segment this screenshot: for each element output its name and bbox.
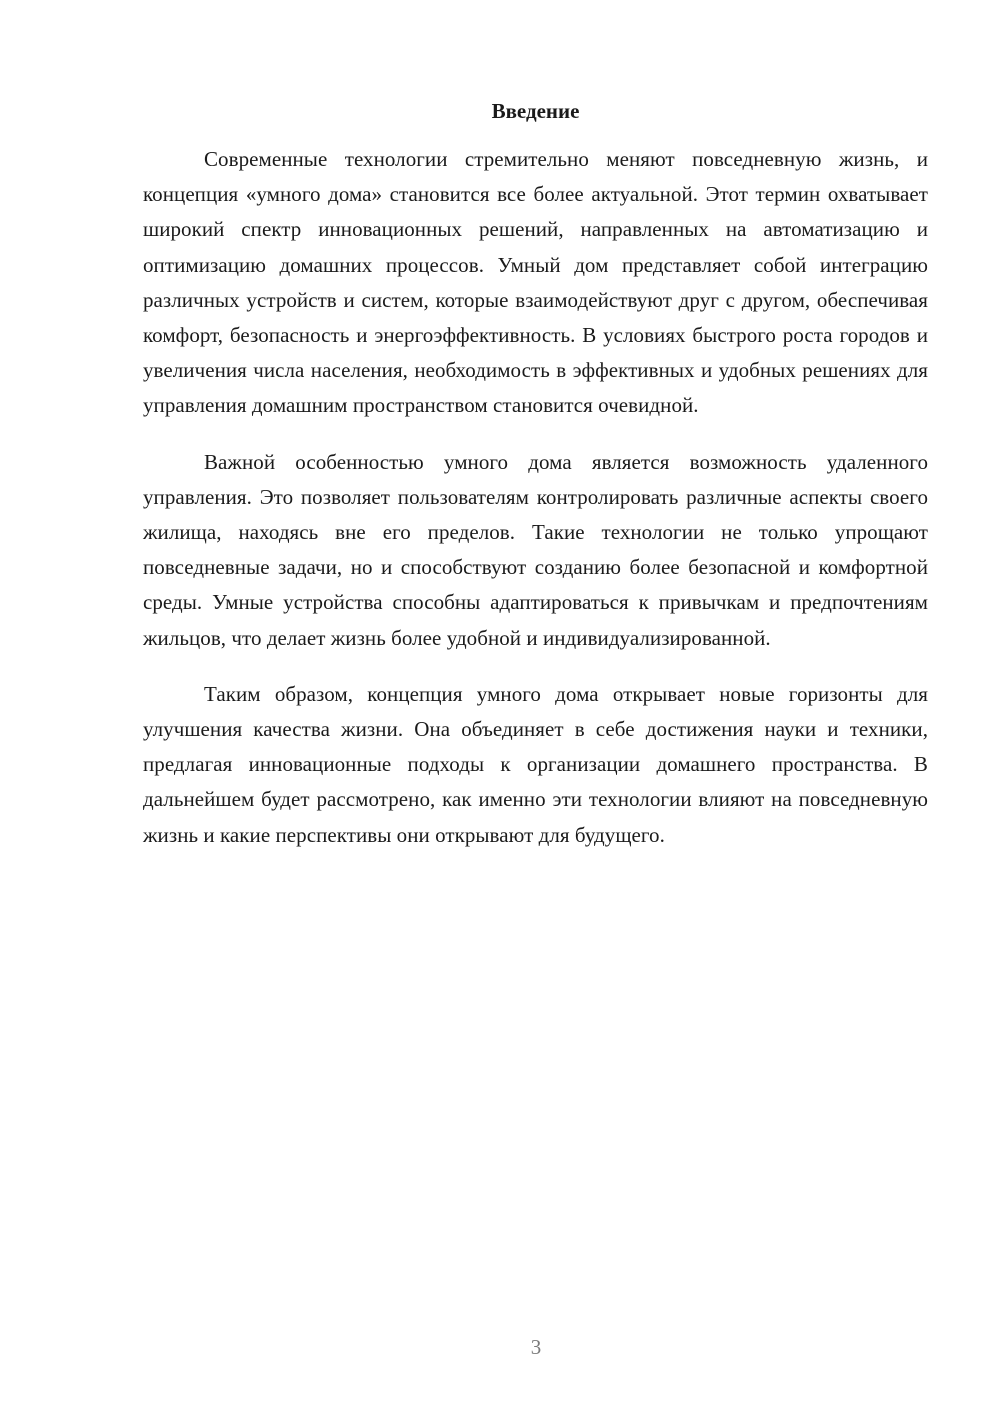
paragraph-1: Современные технологии стремительно меняют повседневную жизнь, и концепция «умного дома» становится все более актуальной. Этот термин охватывает широкий спектр инновационных решений, направленных на автоматизацию и оптимизацию домашних процессов. Умный дом представляет собой интеграцию различных устройств и систем, которые взаимодействуют друг с другом, обеспечивая комфорт, безопасность и энергоэффективность. В условиях быстрого роста городов и увеличения числа населения, необходимость в эффективных и удобных решениях для управления домашним пространством становится очевидной. (143, 147, 928, 418)
paragraph-2: Важной особенностью умного дома является возможность удаленного управления. Это позволяет пользователям контролировать различные аспекты своего жилища, находясь вне его пределов. Такие технологии не только упрощают повседневные задачи, но и способствуют созданию более безопасной и комфортной среды. Умные устройства способны адаптироваться к привычкам и предпочтениям жильцов, что делает жизнь более удобной и индивидуализированной. (143, 449, 928, 650)
paragraph-3: Таким образом, концепция умного дома открывает новые горизонты для улучшения качества жизни. Она объединяет в себе достижения науки и техники, предлагая инновационные подходы к организации домашнего пространства. В дальнейшем будет рассмотрено, как именно эти технологии влияют на повседневную жизнь и какие перспективы они открывают для будущего. (143, 681, 928, 847)
page-content (143, 96, 928, 853)
section-title: Введение (491, 99, 580, 123)
page-number: 3 (530, 1335, 542, 1359)
